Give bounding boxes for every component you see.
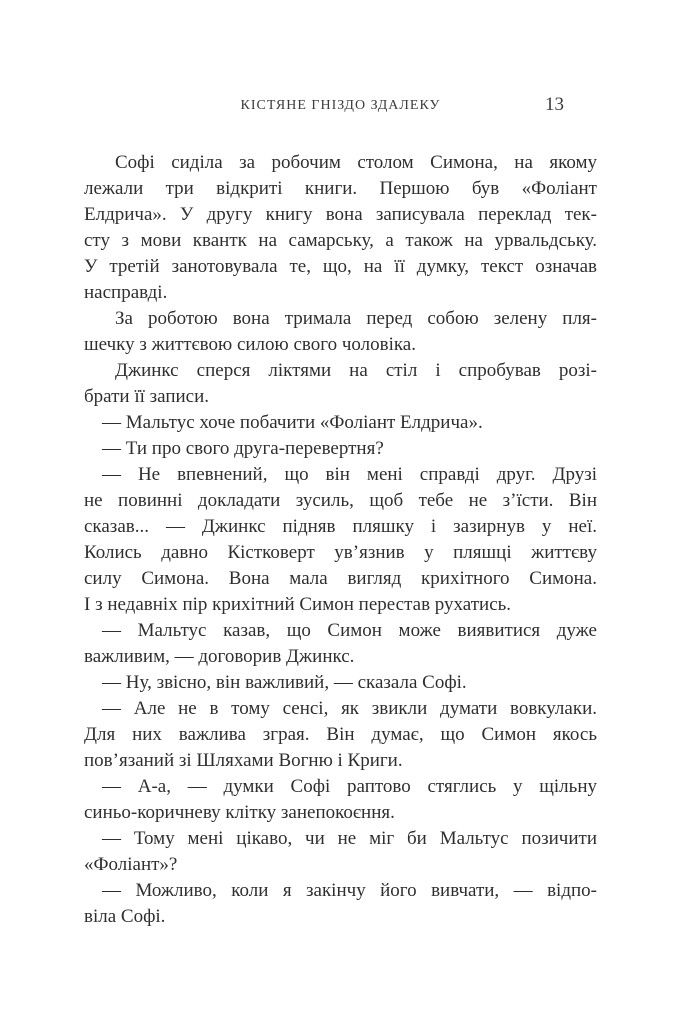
text-line: У третій занотовувала те, що, на її думку, текст означав bbox=[84, 256, 597, 277]
text-line: сказав... — Джинкс підняв пляшку і зазирнув у неї. bbox=[84, 516, 597, 537]
text-line: І з недавніх пір крихітний Симон перестав рухатись. bbox=[84, 594, 512, 615]
text-line: віла Софі. bbox=[84, 906, 166, 927]
paragraph bbox=[84, 878, 597, 930]
text-line: важливим, — договорив Джинкс. bbox=[84, 646, 355, 667]
text-line: Для них важлива зграя. Він думає, що Симон якось bbox=[84, 724, 597, 745]
text-line: Софі сиділа за робочим столом Симона, на якому bbox=[115, 152, 597, 173]
paragraph bbox=[84, 696, 597, 774]
text-line: насправді. bbox=[84, 282, 168, 303]
page-header bbox=[84, 94, 597, 118]
text-line: не повинні докладати зусиль, щоб тебе не з’їсти. Він bbox=[84, 490, 597, 511]
text-line: — Можливо, коли я закінчу його вивчати, — відпо- bbox=[102, 880, 597, 901]
paragraph bbox=[84, 150, 597, 306]
paragraph bbox=[84, 436, 597, 462]
text-line: пов’язаний зі Шляхами Вогню і Криги. bbox=[84, 750, 403, 771]
text-line: Джинкс сперся ліктями на стіл і спробував розі- bbox=[115, 360, 597, 381]
text-line: — Але не в тому сенсі, як звикли думати вовкулаки. bbox=[102, 698, 597, 719]
page-number: 13 bbox=[545, 94, 564, 115]
paragraph bbox=[84, 826, 597, 878]
text-line: брати її записи. bbox=[84, 386, 210, 407]
text-line: сту з мови квантк на самарську, а також на урвальдську. bbox=[84, 230, 597, 251]
text-line: шечку з життєвою силою свого чоловіка. bbox=[84, 334, 416, 355]
text-line: синьо-коричневу клітку занепокоєння. bbox=[84, 802, 395, 823]
text-line: — Ти про свого друга-перевертня? bbox=[102, 438, 384, 459]
paragraph bbox=[84, 410, 597, 436]
paragraph bbox=[84, 462, 597, 618]
text-line: — Мальтус казав, що Симон може виявитися дуже bbox=[102, 620, 597, 641]
text-line: — Мальтус хоче побачити «Фоліант Елдрича». bbox=[102, 412, 483, 433]
paragraph bbox=[84, 774, 597, 826]
text-line: «Фоліант»? bbox=[84, 854, 178, 875]
text-line: — Тому мені цікаво, чи не міг би Мальтус позичити bbox=[102, 828, 597, 849]
text-line: — Не впевнений, що він мені справді друг. Друзі bbox=[102, 464, 597, 485]
text-line: Колись давно Кістковерт ув’язнив у пляшці життєву bbox=[84, 542, 597, 563]
paragraph bbox=[84, 358, 597, 410]
text-line: лежали три відкриті книги. Першою був «Фоліант bbox=[84, 178, 597, 199]
text-block bbox=[84, 150, 597, 930]
paragraph bbox=[84, 618, 597, 670]
text-line: Елдрича». У другу книгу вона записувала переклад тек- bbox=[84, 204, 597, 225]
paragraph bbox=[84, 306, 597, 358]
text-line: — Ну, звісно, він важливий, — сказала Софі. bbox=[102, 672, 467, 693]
text-line: силу Симона. Вона мала вигляд крихітного Симона. bbox=[84, 568, 597, 589]
paragraph bbox=[84, 670, 597, 696]
text-line: — А-а, — думки Софі раптово стяглись у щільну bbox=[102, 776, 597, 797]
running-title: КІСТЯНЕ ГНІЗДО ЗДАЛЕКУ bbox=[240, 98, 441, 113]
text-line: За роботою вона тримала перед собою зелену пля- bbox=[115, 308, 597, 329]
